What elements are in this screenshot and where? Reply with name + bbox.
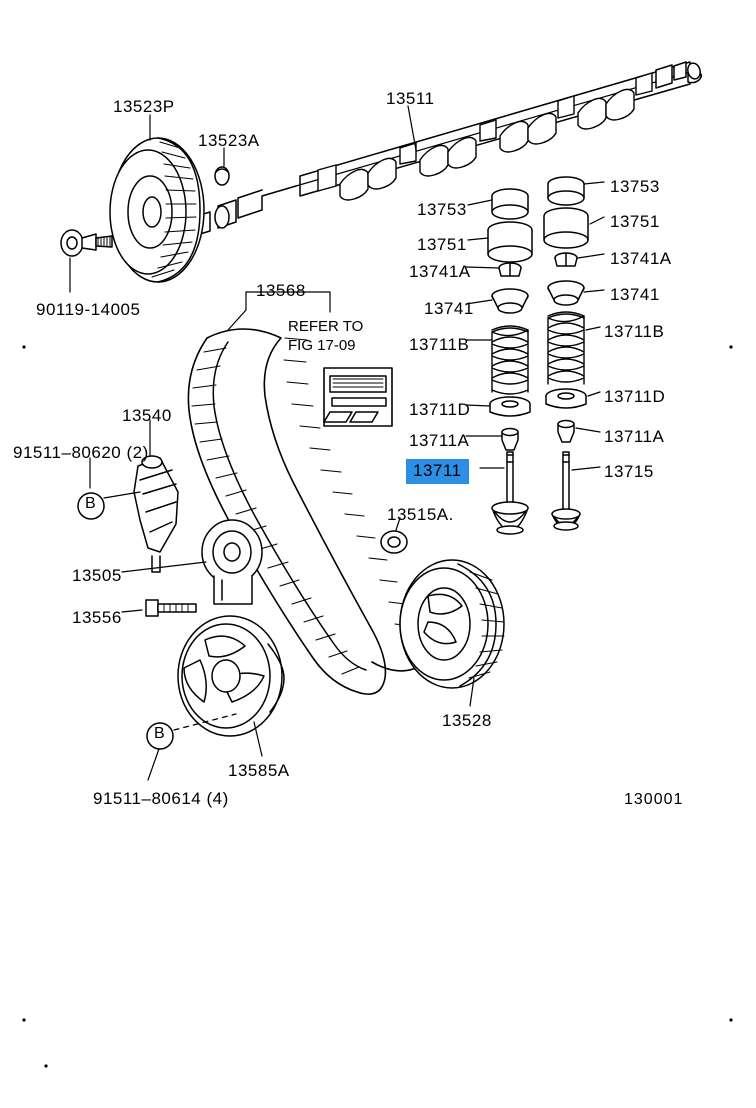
part-label-13741-right[interactable]: 13741	[610, 285, 660, 304]
part-label-13711b-right[interactable]: 13711B	[604, 322, 665, 341]
part-label-13751-left[interactable]: 13751	[417, 235, 467, 254]
part-label-91511-80620[interactable]: 91511–80620 (2)	[13, 443, 149, 462]
part-label-13715[interactable]: 13715	[604, 462, 654, 481]
part-label-13741a-right[interactable]: 13741A	[610, 249, 672, 268]
part-label-13711d-left[interactable]: 13711D	[409, 400, 471, 419]
part-label-90119-14005[interactable]: 90119-14005	[36, 300, 141, 319]
part-label-91511-80614[interactable]: 91511–80614 (4)	[93, 789, 229, 808]
part-label-13523p[interactable]: 13523P	[113, 97, 175, 116]
bolt-marker-b-lower: B	[154, 725, 166, 742]
bolt-marker-b-upper: B	[85, 495, 97, 512]
part-label-13741-left[interactable]: 13741	[424, 299, 474, 318]
part-label-13511[interactable]: 13511	[386, 89, 435, 108]
part-label-13540[interactable]: 13540	[122, 406, 172, 425]
part-label-13568[interactable]: 13568	[256, 281, 306, 300]
refer-to-note: REFER TO FIG 17-09	[288, 318, 364, 354]
part-label-13711-highlighted[interactable]: 13711	[406, 459, 469, 484]
part-label-13753-left[interactable]: 13753	[417, 200, 467, 219]
part-label-13556[interactable]: 13556	[72, 608, 122, 627]
part-label-13515a[interactable]: 13515A.	[387, 505, 454, 524]
part-label-13711d-right[interactable]: 13711D	[604, 387, 666, 406]
part-label-13711b-left[interactable]: 13711B	[409, 335, 470, 354]
part-label-13741a-left[interactable]: 13741A	[409, 262, 471, 281]
part-label-13528[interactable]: 13528	[442, 711, 492, 730]
part-label-13711a-right[interactable]: 13711A	[604, 427, 665, 446]
figure-number: 130001	[624, 791, 684, 808]
part-label-13505[interactable]: 13505	[72, 566, 122, 585]
part-label-13585a[interactable]: 13585A	[228, 761, 290, 780]
part-label-13751-right[interactable]: 13751	[610, 212, 660, 231]
part-label-13753-right[interactable]: 13753	[610, 177, 660, 196]
part-label-13523a[interactable]: 13523A	[198, 131, 260, 150]
part-label-13711a-left[interactable]: 13711A	[409, 431, 470, 450]
